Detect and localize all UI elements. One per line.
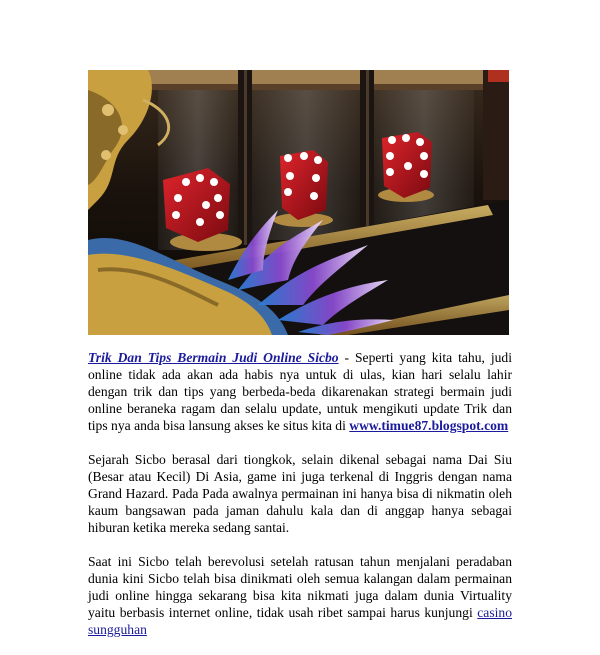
red-die-left — [163, 168, 230, 242]
paragraph-intro-text: - Seperti yang kita tahu, judi online tidak ada akan ada habis nya untuk di ulas, kian hari selalu lahir dengan trik dan tips yang berbeda-beda dikarenakan strategi bermain judi online beraneka ragam dan selalu update, untuk mengikuti update Trik dan tips nya anda bisa lansung akses ke situs kita di — [88, 350, 512, 433]
paragraph-evolution — [88, 553, 512, 638]
sicbo-dice-dragon-image — [88, 70, 509, 335]
paragraph-evolution-text: Saat ini Sicbo telah berevolusi setelah ratusan tahun menjalani peradaban dunia kini Sicbo telah bisa dinikmati oleh semua kalangan dalam permainan judi online hingga sekarang bisa kita nikmati juga dalam dunia Virtuality yaitu berbasis internet online, tidak usah ribet sampai harus kunjungi — [88, 554, 512, 620]
casino-link[interactable]: casino sungguhan — [88, 605, 512, 637]
paragraph-history: Sejarah Sicbo berasal dari tiongkok, selain dikenal sebagai nama Dai Siu (Besar atau Kecil) Di Asia, game ini juga terkenal di Inggris dengan nama Grand Hazard. Pada Pada awalnya permainan ini hanya bisa di nikmatin oleh kaum bangsawan pada jaman dahulu kala dan di anggap hanya sebagai hiburan ketika mereka sedang santai. — [88, 452, 512, 535]
article-body — [88, 349, 512, 655]
paragraph-intro — [88, 349, 512, 434]
red-die-middle — [280, 150, 328, 220]
red-die-right — [382, 132, 432, 198]
site-url-link[interactable]: www.timue87.blogspot.com — [349, 418, 509, 433]
article-title-link[interactable]: Trik Dan Tips Bermain Judi Online Sicbo — [88, 350, 339, 365]
